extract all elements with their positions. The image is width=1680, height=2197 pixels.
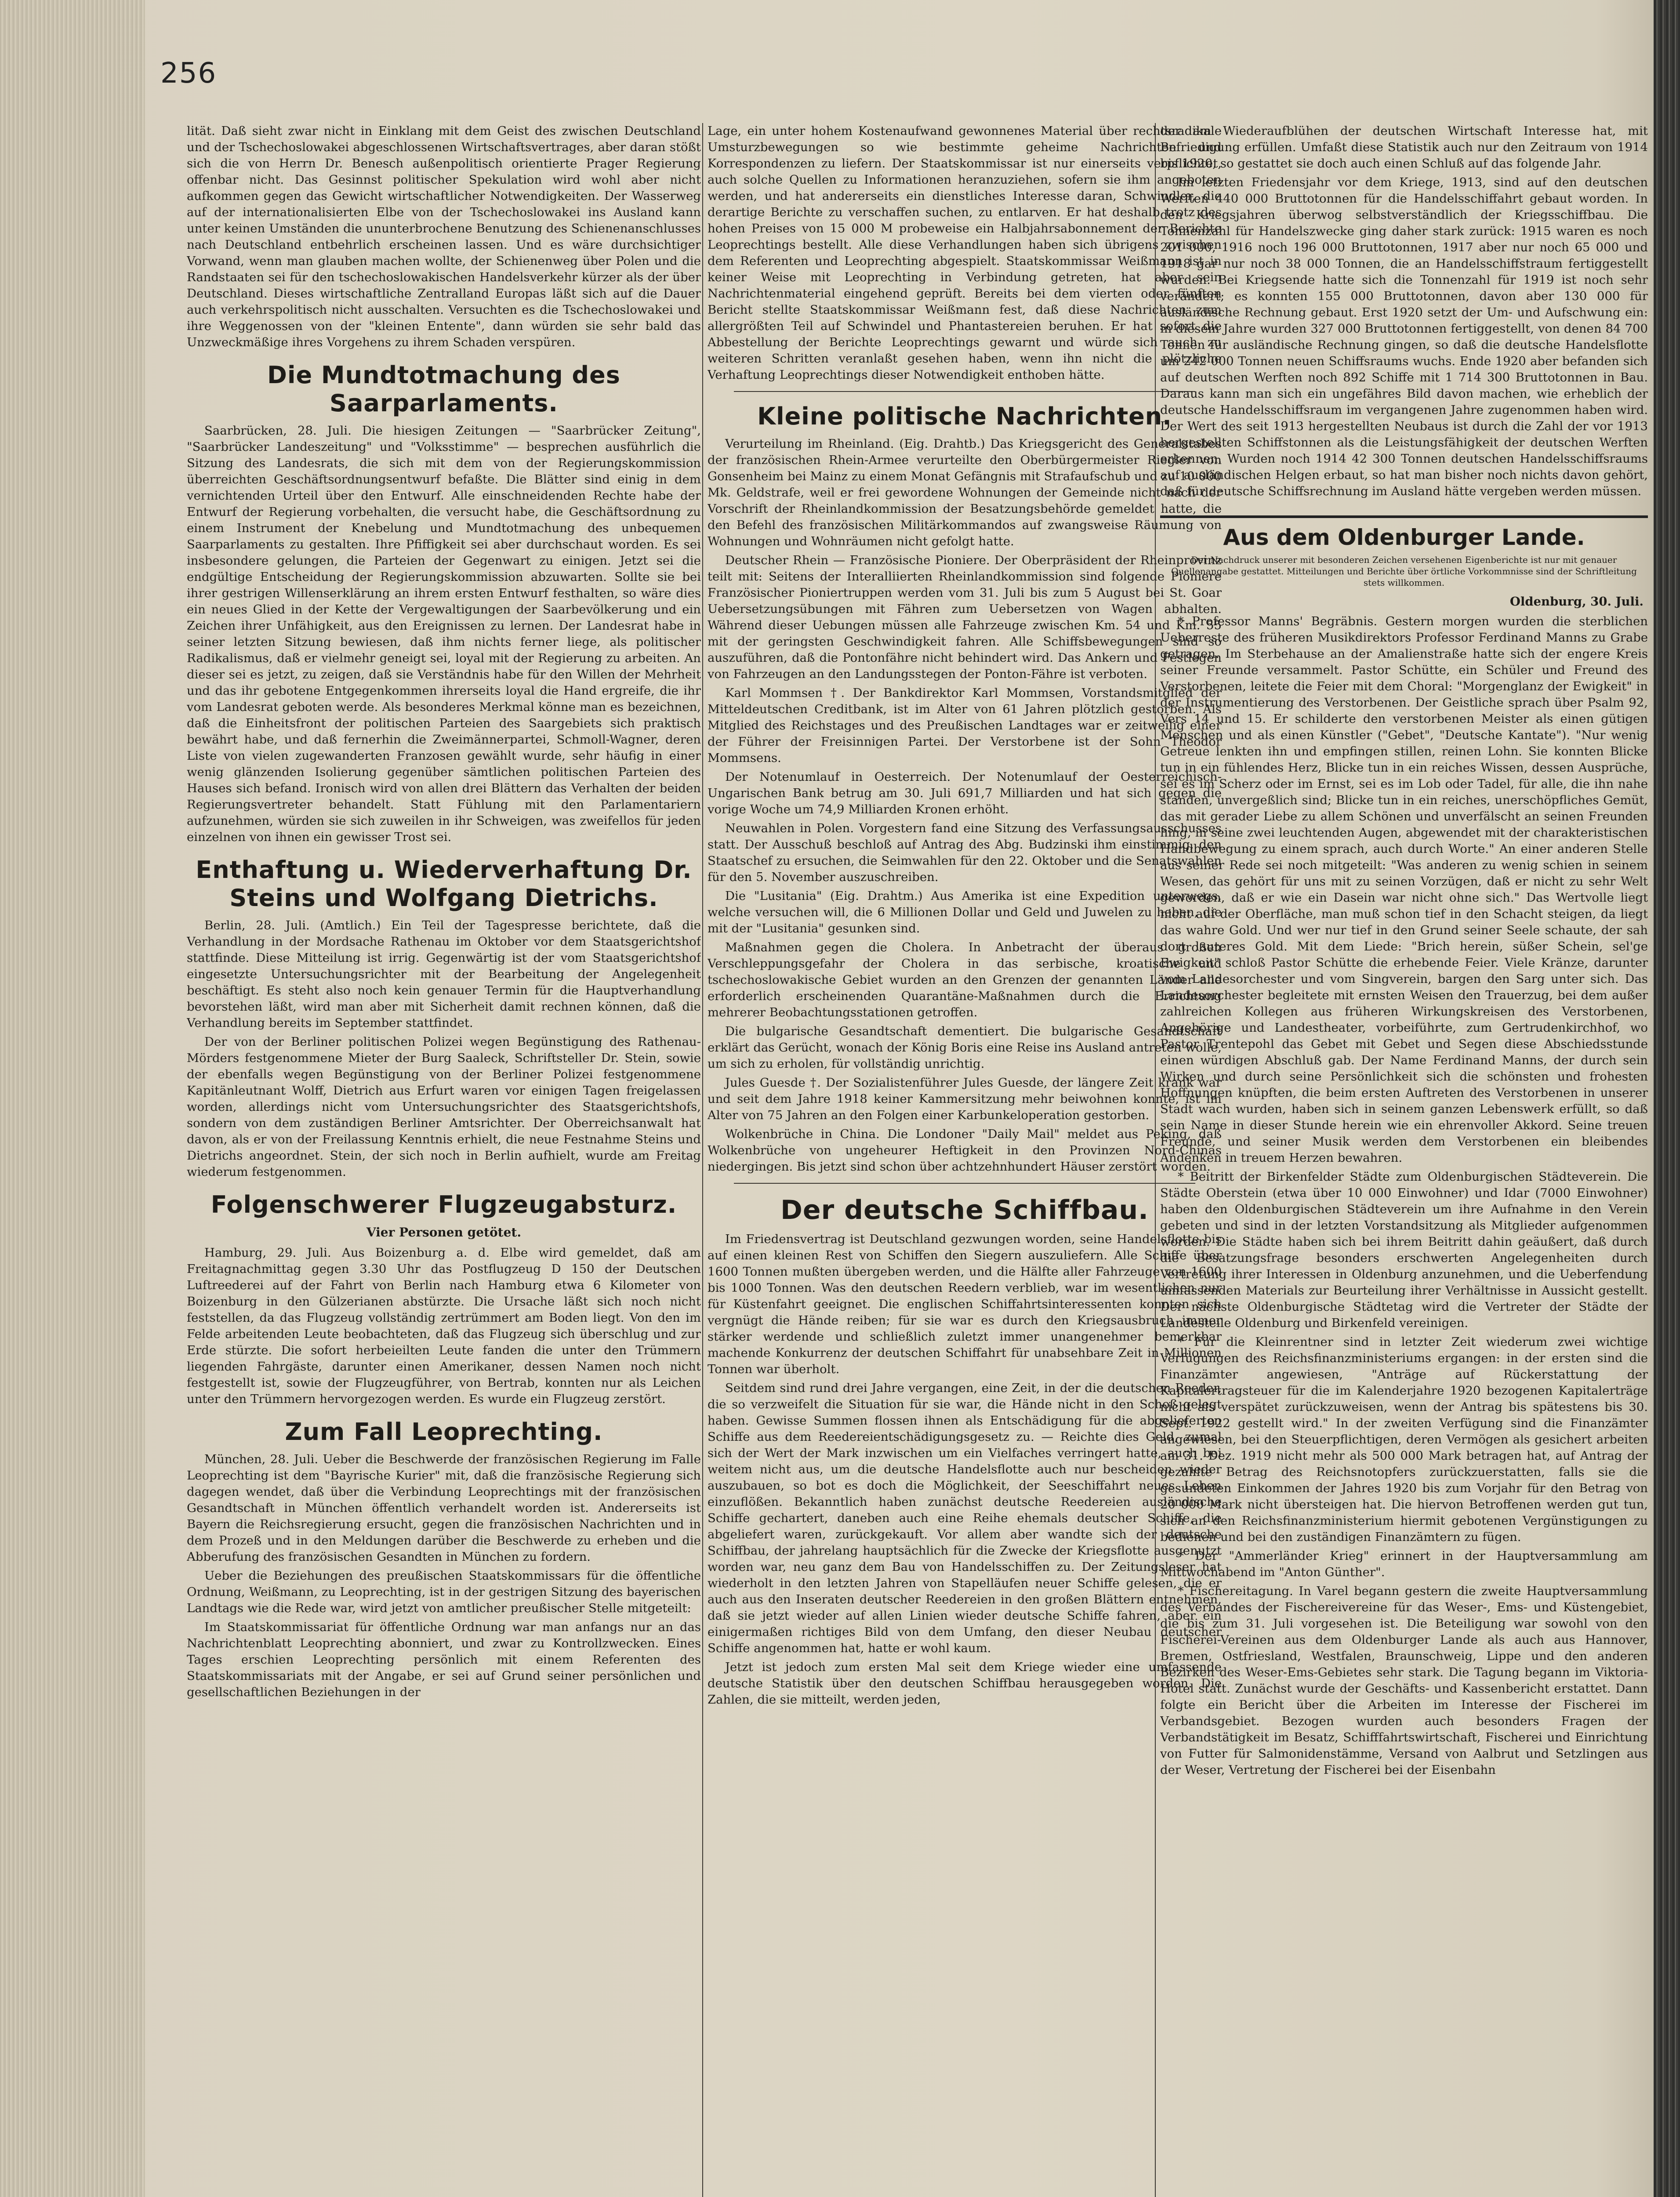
article-paragraph: Im Friedensvertrag ist Deutschland gezwungen worden, seine Handelsflotte bis auf einen kleinen Rest von Schiffen den Siegern auszuliefern. Alle Schiffe über 1600 Tonnen mußten übergeben werden, und die Hälfte aller Fahrzeuge von 1600 bis 1000 Tonnen. Was den deutschen Reedern verblieb, war im wesentlichen nur für Küstenfahrt geeignet. Die englischen Schiffahrtsinteressenten konnten sich vergnügt die Hände reiben; für sie war es durch den Kriegsausbruch immer stärker werdende und schließlich zuletzt immer unangenehmer bemerkbar machende Konkurrenz der deutschen Schiffahrt für unabsehbare Zeit in Millionen Tonnen war überholt. bbox=[708, 1232, 1222, 1376]
article-paragraph: Im letzten Friedensjahr vor dem Kriege, 1913, sind auf den deutschen Werften 440 000 Bruttotonnen für die Handelsschiffahrt gebaut worden. In den Kriegsjahren überwog selbstverständlich der Kriegsschiffbau. Die Tonnenzahl für Handelszwecke ging daher stark zurück: 1915 waren es noch 201 000, 1916 noch 196 000 Bruttotonnen, 1917 aber nur noch 65 000 und 1918 gar nur noch 38 000 Tonnen, die an Handelsschiffstraum fertiggestellt wurden. Bei Kriegsende hatte sich die Tonnenzahl für 1919 ist noch sehr verändert; es konnten 155 000 Bruttotonnen, davon aber 130 000 für ausländische Rechnung gebaut. Erst 1920 setzt der Um- und Aufschwung ein: in diesem Jahre wurden 327 000 Bruttotonnen fertiggestellt, von denen 84 700 Tonnen für ausländische Rechnung gingen, so daß die deutsche Handelsflotte um 242 000 Tonnen neuen Schiffsraums wuchs. Ende 1920 aber befanden sich auf deutschen Werften noch 892 Schiffe mit 1 714 300 Bruttotonnen in Bau. Daraus kann man sich ein ungefähres Bild davon machen, wie erheblich der deutsche Handelsschiffsraum im vergangenen Jahre zugenommen haben wird. Der Wert des seit 1913 hergestellten Neubaus ist durch die Zahl der vor 1913 hergestellten Schiffstonnen als die Leistungsfähigkeit der deutschen Werften erkennen. Wurden noch 1914 42 300 Tonnen deutschen Handelsschiffsraums auf ausländischen Helgen erbaut, so hat man bisher noch nichts davon gehört, daß für deutsche Schiffsrechnung im Ausland hätte vergeben werden müssen. bbox=[1160, 175, 1648, 498]
article-paragraph: Seitdem sind rund drei Jahre vergangen, eine Zeit, in der die deutschen Reeder, die so verzweifelt die Situation für sie war, die Hände nicht in den Schoß gelegt haben. Gewisse Summen flossen ihnen als Entschädigung für die abgelieferten Schiffe aus dem Reedereientschädigungsgesetz zu. — Reichte dies Geld, zumal sich der Wert der Mark inzwischen um ein Vielfaches verringert hatte, auch bei weitem nicht aus, um die deutsche Handelsflotte auch nur bescheiden wieder auszubauen, so bot es doch die Möglichkeit, der Seeschiffahrt neues Leben einzuflößen. Bekanntlich haben zunächst deutsche Reedereien ausländische Schiffe gechartert, daneben auch eine Reihe ehemals deutscher Schiffe, die abgeliefert waren, zurückgekauft. Vor allem aber wandte sich der deutsche Schiffbau, der jahrelang hauptsächlich für die Zwecke der Kriegsflotte ausgenutzt worden war, neu ganz dem Bau von Handelsschiffen zu. Der Zeitungsleser hat wiederholt in den letzten Jahren von Stapelläufen neuer Schiffe gelesen, die er auch aus den Inseraten deutscher Reedereien in den großen Blättern entnehmen, daß sie jetzt wieder auf allen Linien wieder deutsche Schiffe fahren, aber ein einigermaßen richtiges Bild von dem Umfang, den dieser Neubau deutscher Schiffe angenommen hat, hatte er wohl kaum. bbox=[708, 1381, 1222, 1655]
news-item: Der Notenumlauf in Oesterreich. Der Notenumlauf der Oesterreichisch-Ungarischen Bank betrug am 30. Juli 691,7 Milliarden und hat sich gegen die vorige Woche um 74,9 Milliarden Kronen erhöht. bbox=[708, 770, 1222, 816]
book-binding-edge bbox=[0, 0, 145, 2197]
article-paragraph: Berlin, 28. Juli. (Amtlich.) Ein Teil der Tagespresse berichtete, daß die Verhandlung in der Mordsache Rathenau im Oktober vor dem Staatsgerichtshof stattfinde. Diese Mitteilung ist irrig. Gegenwärtig ist der vom Staatsgerichtshof eingesetzte Untersuchungsrichter mit der Bearbeitung der Angelegenheit beschäftigt. Es steht also noch kein genauer Termin für die Hauptverhandlung bevorstehen läßt, wird man aber mit Sicherheit damit rechnen können, daß die Verhandlung bereits im September stattfindet. bbox=[187, 918, 701, 1030]
headline-flugzeug: Folgenschwerer Flugzeugabsturz. bbox=[210, 1191, 677, 1218]
column-3 bbox=[1160, 123, 1648, 2197]
article-paragraph: München, 28. Juli. Ueber die Beschwerde der französischen Regierung im Falle Leoprechting ist dem "Bayrische Kurier" mit, daß die französische Regierung sich dagegen wendet, daß über die Verbindung Leoprechtings mit der französischen Gesandtschaft in München öffentlich verhandelt worden ist. Andererseits ist Bayern die Reichsregierung ersucht, gegen die französischen Nachrichten und in dem Prozeß und in den Meldungen darüber die Beschwerde zu erheben und die Abberufung des französischen Gesandten in München zu fordern. bbox=[187, 1452, 701, 1564]
news-item: Karl Mommsen †. Der Bankdirektor Karl Mommsen, Vorstandsmitglied der Mitteldeutschen Creditbank, ist im Alter von 61 Jahren plötzlich gestorben. Als Mitglied des Reichstages und des Preußischen Landtages war er zeitweilig einer der Führer der Freisinnigen Partei. Der Verstorbene ist der Sohn Theodor Mommsens. bbox=[708, 686, 1222, 765]
local-news-item: * Für die Kleinrentner sind in letzter Zeit wiederum zwei wichtige Verfügungen des Reichsfinanzministeriums ergangen: in der ersten sind die Finanzämter angewiesen, "Anträge auf Rückerstattung der Kapitalertragsteuer für die im Kalenderjahre 1920 bezogenen Kapitalerträge nicht als verspätet zurückzuweisen, wenn der Antrag bis spätestens bis 30. Sept. 1922 gestellt wird." In der zweiten Verfügung sind die Finanzämter angewiesen, bei den Steuerpflichtigen, deren Vermögen als gesichert arbeiten am 31. Dez. 1919 nicht mehr als 500 000 Mark betragen hat, auf Antrag der gezahlte Betrag des Reichsnotopfers zurückzuerstatten, falls sie die gesundeten Einkommen der Jahres 1920 bis zum Vorjahr für den Betrag von 20 000 Mark nicht übersteigen hat. Die hiervon Betroffenen werden gut tun, sich an den Reichsfinanzministerium hiermit gebotenen Vergünstigungen zu bedienen und bei den zuständigen Finanzämtern zu fügen. bbox=[1160, 1335, 1648, 1544]
article-paragraph: Der von der Berliner politischen Polizei wegen Begünstigung des Rathenau-Mörders festgenommene Mieter der Burg Saaleck, Schriftsteller Dr. Stein, sowie der ebenfalls wegen Begünstigung von der Berliner Polizei festgenommene Kapitänleutnant Wolff, Dietrich aus Erfurt waren vor einigen Tagen freigelassen worden, allerdings nicht vom Untersuchungsrichter des Staatsgerichtshofs, sondern von dem zuständigen Berliner Amtsrichter. Der Oberreichsanwalt hat davon, als er von der Freilassung Kenntnis erhielt, die neue Festnahme Steins und Dietrichs angeordnet. Stein, der sich noch in Berlin aufhielt, wurde am Freitag wiederum festgenommen. bbox=[187, 1035, 701, 1179]
news-item: Die "Lusitania" (Eig. Drahtm.) Aus Amerika ist eine Expedition unterwegs, welche versuchen will, die 6 Millionen Dollar und Geld und Juwelen zu heben, die mit der "Lusitania" gesunken sind. bbox=[708, 889, 1222, 935]
article-paragraph: Ueber die Beziehungen des preußischen Staatskommissars für die öffentliche Ordnung, Weißmann, zu Leoprechting, ist in der gestrigen Sitzung des bayerischen Landtags wie die Rede war, wird jetzt von amtlicher preußischer Stelle mitgeteilt: bbox=[187, 1569, 701, 1615]
headline-leoprechting: Zum Fall Leoprechting. bbox=[285, 1418, 603, 1446]
local-news-item: * Der "Ammerländer Krieg" erinnert in der Hauptversammlung am Mittwochabend im "Anton Günther". bbox=[1160, 1549, 1648, 1579]
article-paragraph: Im Staatskommissariat für öffentliche Ordnung war man anfangs nur an das Nachrichtenblatt Leoprechting abonniert, und zwar zu Kontrollzwecken. Eines Tages erschien Leoprechting persönlich mit einem Referenten des Staatskommissariats mit der Angabe, er sei auf Grund seiner persönlichen und gesellschaftlichen Beziehungen in der bbox=[187, 1620, 701, 1699]
page-number: 256 bbox=[160, 57, 217, 90]
headline-schiffbau: Der deutsche Schiffbau. bbox=[780, 1195, 1149, 1225]
news-item: Deutscher Rhein — Französische Pioniere. Der Oberpräsident der Rheinprovinz teilt mit: Seitens der Interalliierten Rheinlandkommission sind folgende Pioniere Französischer Pioniertruppen werden vom 31. Juli bis zum 5 August bei St. Goar Uebersetzungsübungen mit Fähren zum Uebersetzen von Wagen abhalten. Während dieser Uebungen müssen alle Fahrzeuge zwischen Km. 54 und Km. 55 mit der geringsten Geschwindigkeit fahren. Alle Schiffsbewegungen sind so auszuführen, daß die Pontonfähre nicht behindert wird. Das Ankern und Festlegen von Fahrzeugen an den Landungsstegen der Ponton-Fähre ist verboten. bbox=[708, 553, 1222, 681]
news-item: Maßnahmen gegen die Cholera. In Anbetracht der überaus großen Verschleppungsgefahr der Cholera in das serbische, kroatische und tschechoslowakische Gebiet wurden an den Grenzen der genannten Länder alle erforderlich erscheinenden Quarantäne-Maßnahmen durch die Errichtung mehrerer Beobachtungsstationen getroffen. bbox=[708, 940, 1222, 1019]
local-news-item: * Beitritt der Birkenfelder Städte zum Oldenburgischen Städteverein. Die Städte Oberstein (etwa über 10 000 Einwohner) und Idar (7000 Einwohner) haben den Oldenburgischen Städteverein um ihre Aufnahme in den Verein gebeten und sind in der letzten Vorstandsitzung als Mitglieder aufgenommen worden. Die Städte haben sich bei ihrem Beitritt dahin geäußert, daß durch die Besatzungsfrage besonders erschwerten Angelegenheiten durch Vertretung ihrer Interessen in Oldenburg anzunehmen, und die Ueberfendung umfassenden Materials zur Beurteilung ihrer Verhältnisse in Aussicht gestellt. Der nächste Oldenburgische Städtetag wird die Vertreter der Städte der Landesteile Oldenburg und Birkenfeld vereinigen. bbox=[1160, 1170, 1648, 1330]
article-continuation: der am Wiederaufblühen der deutschen Wirtschaft Interesse hat, mit Befriedigung erfüllen. Umfaßt diese Statistik auch nur den Zeitraum von 1914 bis 1920, so gestattet sie doch auch einen Schluß auf das folgende Jahr. bbox=[1160, 124, 1648, 170]
headline-steins: Enthaftung u. Wiederverhaftung Dr. Steins und Wolfgang Dietrichs. bbox=[196, 856, 692, 912]
section-divider bbox=[734, 1183, 1195, 1184]
news-item: Neuwahlen in Polen. Vorgestern fand eine Sitzung des Verfassungsausschusses statt. Der Ausschuß beschloß auf Antrag des Abg. Budzinski ihm einstimmig, den Staatschef zu ersuchen, die Seimwahlen für den 22. Oktober und die Senatswahlen für den 5. November auszuschreiben. bbox=[708, 821, 1222, 884]
article-continuation: Lage, ein unter hohem Kostenaufwand gewonnenes Material über rechtsradikale Umsturzbewegungen so wie bestimmte geheime Nachrichten und Korrespondenzen zu liefern. Der Staatskommissar ist nur einerseits verpflichtet, auch solche Quellen zu Informationen heranzuziehen, sofern sie ihm angeboten werden, und hat andererseits ein dienstliches Interesse daran, Schwindler, die derartige Berichte zu verschaffen suchen, zu entlarven. Er hat deshalb trotz des hohen Preises von 15 000 M probeweise ein Halbjahrsabonnement der Berichte Leoprechtings bestellt. Alle diese Verhandlungen haben sich übrigens zwischen dem Referenten und Leoprechting abgespielt. Staatskommissar Weißmann ist in keiner Weise mit Leoprechting in Verbindung getreten, hat aber sein Nachrichtenmaterial eingehend geprüft. Bereits bei dem vierten oder fünften Bericht stellte Staatskommissar Weißmann fest, daß diese Nachrichten zum allergrößten Teil auf Schwindel und Phantastereien beruhen. Er hat sofort die Abbestellung der Berichte Leoprechtings gewarnt und würde sich auch zu weiteren Schritten veranlaßt gesehen haben, wenn ihn nicht die plötzliche Verhaftung Leoprechtings dieser Notwendigkeit enthoben hätte. bbox=[708, 124, 1222, 382]
article-continuation: lität. Daß sieht zwar nicht in Einklang mit dem Geist des zwischen Deutschland und der Tschechoslowakei abgeschlossenen Wirtschaftsvertrages, aber daran stößt sich die von Herrn Dr. Benesch außenpolitisch orientierte Prager Regierung offenbar nicht. Das Gesinnst politischer Spekulation wird wohl aber nicht aufkommen gegen das Gewicht wirtschaftlicher Notwendigkeiten. Der Wasserweg auf der internationalisierten Elbe von der Tschechoslowakei ins Ausland kann unter keinen Umständen die ununterbrochene Benutzung des Schienenanschlusses nach Deutschland entbehrlich erscheinen lassen. Und es wäre durchsichtiger Vorwand, wenn man glauben machen wollte, der Schienenweg über Polen und die Randstaaten sei für den tschechoslowakischen Handelsverkehr kürzer als der über Deutschland. Dieses wirtschaftliche Zentralland Europas läßt sich auf die Dauer auch verkehrspolitisch nicht ausschalten. Versuchten es die Tschechoslowakei und ihre Weggenossen von der "kleinen Entente", dann würden sie sehr bald das Unzweckmäßige ihres Vorgehens zu ihrem Schaden verspüren. bbox=[187, 124, 701, 349]
column-1 bbox=[187, 123, 701, 2197]
news-item: Jules Guesde †. Der Sozialistenführer Jules Guesde, der längere Zeit krank war und seit dem Jahre 1918 keiner Kammersitzung mehr beiwohnen konnte, ist im Alter von 75 Jahren an den Folgen einer Karbunkeloperation gestorben. bbox=[708, 1076, 1222, 1122]
news-item: Die bulgarische Gesandtschaft dementiert. Die bulgarische Gesandtschaft erklärt das Gerücht, wonach der König Boris eine Reise ins Ausland antreten wolle, um sich zu erholen, für vollständig unrichtig. bbox=[708, 1024, 1222, 1071]
headline-saar: Die Mundtotmachung des Saarparlaments. bbox=[267, 361, 620, 417]
article-paragraph: Hamburg, 29. Juli. Aus Boizenburg a. d. Elbe wird gemeldet, daß am Freitagnachmittag gegen 3.30 Uhr das Postflugzeug D 150 der Deutschen Luftreederei auf der Fahrt von Berlin nach Hamburg etwa 6 Kilometer von Boizenburg in den Gülzerianen abstürzte. Die Ursache läßt sich noch nicht feststellen, da das Flugzeug vollständig zertrümmert am Boden liegt. Von den im Felde arbeitenden Leute beobachteten, daß das Flugzeug sich überschlug und zur Erde stürzte. Die sofort herbeieilten Leute fanden die unter den Trümmern liegenden Fahrgäste, darunter einen Amerikaner, dessen Namen noch nicht festgestellt ist, sowie der Flugzeugführer, von Bertrab, konnten nur als Leichen unter den Trümmern hervorgezogen werden. Es wurde ein Flugzeug zerstört. bbox=[187, 1246, 701, 1406]
local-news-item: * Fischereitagung. In Varel begann gestern die zweite Hauptversammlung des Verbandes der Fischereivereine für das Weser-, Ems- und Küstengebiet, die bis zum 31. Juli vorgesehen ist. Die Beteiligung war sowohl von den Fischerei-Vereinen aus dem Oldenburger Lande als auch aus Hannover, Bremen, Ostfriesland, Westfalen, Braunschweig, Lippe und den anderen Bezirken des Weser-Ems-Gebietes sehr stark. Die Tagung begann im Viktoria-Hotel statt. Zunächst wurde der Geschäfts- und Kassenbericht erstattet. Dann folgte ein Bericht über die Arbeiten im Interesse der Fischerei im Verbandsgebiet. Bezogen wurden auch besonders Fragen der Verbandstätigkeit im Besatz, Schifffahrtswirtschaft, Fischerei und Einrichtung von Futter für Salmonidenstämme, Versand von Aalbrut und Setzlingen aus der Weser, Vertretung der Fischerei bei der Eisenbahn bbox=[1160, 1584, 1648, 1777]
news-item: Verurteilung im Rheinland. (Eig. Drahtb.) Das Kriegsgericht des Generalstabes der französischen Rhein-Armee verurteilte den Oberbürgermeister Riegler von Gonsenheim bei Mainz zu einem Monat Gefängnis mit Strafaufschub und zu 10 000 Mk. Geldstrafe, weil er frei gewordene Wohnungen der Gemeinde nicht nach der Vorschrift der Rheinlandkommission der Besatzungsbehörde gemeldet hatte, die den Befehl des französischen Militärkommandos auf zwangsweise Räumung von Wohnungen und Wohnräumen nicht gefolgt hatte. bbox=[708, 437, 1222, 548]
news-item: Wolkenbrüche in China. Die Londoner "Daily Mail" meldet aus Peking, daß Wolkenbrüche von ungeheurer Heftigkeit in den Provinzen Nord-Chinas niedergingen. Bis jetzt sind schon über achtzehnhundert Häuser zerstört worden. bbox=[708, 1127, 1222, 1174]
article-paragraph: Jetzt ist jedoch zum ersten Mal seit dem Kriege wieder eine umfassende deutsche Statistik über den deutschen Schiffbau herausgegeben worden. Die Zahlen, die sie mitteilt, werden jeden, bbox=[708, 1660, 1222, 1707]
reprint-notice: Der Nachdruck unserer mit besonderen Zeichen versehenen Eigenberichte ist nur mit genauer Quellenangabe gestattet. Mitteilungen und Berichte über örtliche Vorkommnisse sind der Schriftleitung stets willkommen. bbox=[1171, 555, 1637, 588]
headline-oldenburger-lande: Aus dem Oldenburger Lande. bbox=[1160, 515, 1648, 551]
headline-kleine-nachrichten: Kleine politische Nachrichten. bbox=[757, 402, 1172, 430]
subheadline-flugzeug: Vier Personen getötet. bbox=[366, 1225, 522, 1240]
local-news-item: * Professor Manns' Begräbnis. Gestern morgen wurden die sterblichen Ueberreste des früheren Musikdirektors Professor Ferdinand Manns zu Grabe getragen. Im Sterbehause an der Amalienstraße hatte sich der engere Kreis seiner Freunde versammelt. Pastor Schütte, ein Schüler und Freund des Verstorbenen, leitete die Feier mit dem Choral: "Morgenglanz der Ewigkeit" in der Instrumentierung des Verstorbenen. Der Geistliche sprach über Psalm 92, Vers 14 und 15. Er schilderte den verstorbenen Meister als einen gütigen Menschen und als einen Künstler ("Gebet", "Deutsche Kantate"). "Nur wenig Getreue lenkten ihn und empfingen stillen, reinen Lohn. Sie konnten Blicke tun in ein fühlendes Herz, Blicke tun in ein reiches Wissen, dessen Ausprüche, sei es im Scherz oder im Ernst, sei es im Lob oder Tadel, für alle, die ihn nahe standen, unvergeßlich sind; Blicke tun in ein reiches, unerschöpfliches Gemüt, das mit gerader Liebe zu allem Schönen und unverfälscht an seinen Freunden hing, in seine zwei leuchtenden Augen, abgewendet mit der charakteristischen Handbewegung zu einem sprach, auch durch Worte." An einer anderen Stelle aus seiner Rede sei noch mitgeteilt: "Was anderen zu wenig schien in seinem Wesen, das gehört für uns mit zu seinen Vorzügen, daß er nicht zu sehr Welt geworden, daß er wie ein Dasein war nicht ohne sich." Das Wertvolle liegt nicht auf der Oberfläche, man muß schon tief in den Schacht steigen, da liegt das wahre Gold. Und wer nur tief in den Grund seiner Seele schaute, der sah dort lauteres Gold. Mit dem Liede: "Brich herein, süßer Schein, sel'ge Ewigkeit" schloß Pastor Schütte die erhebende Feier. Viele Kränze, darunter vom Landesorchester und vom Singverein, bargen den Sarg unter sich. Das Landesorchester begleitete mit ernsten Weisen den Trauerzug, bei dem außer zahlreichen Kollegen aus früheren Wirkungskreisen des Verstorbenen, Angehörige und Landestheater, vorbeiführte, zum Gertrudenkirchhof, wo Pastor Trentepohl das Gebet mit Gebet und Segen diese Abschiedsstunde einen würdigen Abschluß gab. Der Name Ferdinand Manns, der durch sein Wirken und durch seine Persönlichkeit sich die schönsten und frohesten Hoffnungen knüpften, die beim ersten Auftreten des Verstorbenen in unserer Stadt wach wurden, haben sich in seinem ganzen Lebenswerk erfüllt, so daß sein Name in dieser Stunde herein wie ein ehrenvoller Akkord. Seine treuen Freunde, und seiner Musik werden dem Verstorbenen ein bleibendes Andenken in treuem Herzen bewahren. bbox=[1160, 614, 1648, 1165]
column-rule bbox=[702, 123, 703, 2197]
dateline: Oldenburg, 30. Juli. bbox=[1509, 595, 1644, 609]
column-2 bbox=[708, 123, 1222, 2197]
page-stack-edge bbox=[1654, 0, 1680, 2197]
article-paragraph: Saarbrücken, 28. Juli. Die hiesigen Zeitungen — "Saarbrücker Zeitung", "Saarbrücker Landeszeitung" und "Volksstimme" — besprechen ausführlich die Sitzung des Landesrats, die sich mit dem von der Regierungskommission überreichten Geschäftsordnungsentwurf befaßte. Die Blätter sind einig in dem vernichtenden Urteil über den Entwurf. Alle einschneidenden Rechte habe der Entwurf der Regierung vorbehalten, die versucht habe, die Geschäftsordnung zu einem Instrument der Knebelung und Mundtotmachung des unbequemen Saarparlaments zu gestalten. Ihre Pfiffigkeit sei aber durchschaut worden. Es sei insbesondere gelungen, die Parteien der Gegenwart zu einigen. Jetzt sei die endgültige Entscheidung der Regierungskommission abzuwarten. Sollte sie bei ihrer gestrigen Willenserklärung an ihrem ersten Entwurf festhalten, so wäre dies ein neues Glied in der Kette der Vergewaltigungen der Saarbevölkerung und ein Zeichen ihrer Unfähigkeit, aus den Ereignissen zu lernen. Der Landesrat habe in seiner letzten Sitzung bewiesen, daß ihm nichts ferner liege, als politischer Radikalismus, daß er vielmehr geneigt sei, loyal mit der Regierung zu arbeiten. An dieser sei es jetzt, zu zeigen, daß sie Verständnis habe für den Willen der Mehrheit und das ihr gebotene Entgegenkommen ihrerseits loyal die Hand ergreife, die ihr vom Landesrat geboten werde. Als besonderes Merkmal könne man es bezeichnen, daß die Einheitsfront der politischen Parteien des Saargebiets sich praktisch bewährt habe, und daß fernerhin die Zweimännerpartei, Schmoll-Wagner, deren Liste von vielen zugewanderten Franzosen gewählt wurde, sehr häufig in einer wenig glänzenden Isolierung gegenüber sämtlichen politischen Parteien des Hauses sich befand. Ironisch wird von allen drei Blättern das Verhalten der beiden Regierungsvertreter behandelt. Statt Fühlung mit den Parlamentariern aufzunehmen, würden sie sich zuweilen in ihr Schweigen, was zweifellos für jeden einzelnen von ihnen ein gewisser Trost sei. bbox=[187, 424, 701, 844]
section-divider bbox=[734, 391, 1195, 392]
